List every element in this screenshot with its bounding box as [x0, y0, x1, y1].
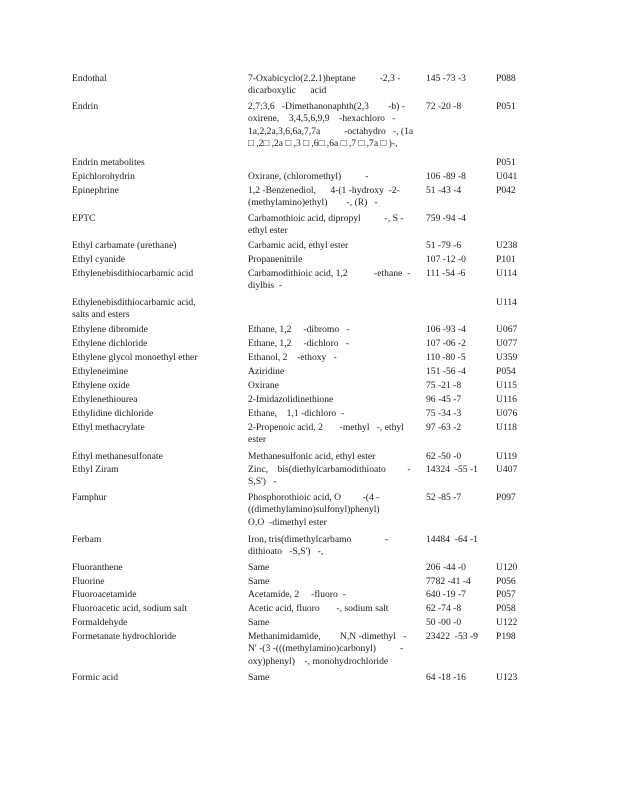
- hazardous-waste-code: P051: [496, 157, 516, 168]
- substance-name: Fluoranthene: [72, 562, 123, 573]
- chemical-abstracts-name: Oxirane: [248, 380, 279, 391]
- cas-number: 51 -79 -6: [426, 240, 462, 251]
- chemical-abstracts-name: Ethane, 1,2 -dichloro -: [248, 338, 349, 349]
- chemical-abstracts-name: Same: [248, 617, 270, 628]
- chemical-abstracts-name: 7-Oxabicyclo(2.2.1)heptane -2,3 - dicarboxylic acid: [248, 73, 401, 97]
- chemical-abstracts-name: Carbamodithioic acid, 1,2 -ethane - diylbis -: [248, 268, 411, 292]
- cas-number: 106 -89 -8: [426, 171, 466, 182]
- substance-name: Ethylene dibromide: [72, 324, 148, 335]
- cas-number: 23422 -53 -9: [426, 631, 478, 642]
- cas-number: 51 -43 -4: [426, 185, 462, 196]
- hazardous-waste-code: U077: [496, 338, 518, 349]
- hazardous-waste-code: P042: [496, 185, 516, 196]
- chemical-abstracts-name: Oxirane, (chloromethyl) -: [248, 171, 369, 182]
- substance-name: Ethylenethiourea: [72, 394, 138, 405]
- chemical-abstracts-name: 2,7:3,6 -Dimethanonaphth(2,3 -b) - oxirene, 3,4,5,6,9,9 -hexachloro - 1a,2,2a,3,6,6a,7,7a -octahydro -, (1a □ ,2□ ,2a □ ,3 □ ,6□ ,6a □ ,7 □ ,7a □ )-,: [248, 101, 414, 149]
- hazardous-waste-code: U119: [496, 451, 517, 462]
- cas-number: 50 -00 -0: [426, 617, 462, 628]
- cas-number: 75 -34 -3: [426, 408, 462, 419]
- hazardous-waste-code: U123: [496, 672, 518, 683]
- chemical-abstracts-name: Iron, tris(dimethylcarbamo - dithioato -S,S') -,: [248, 534, 389, 558]
- substance-name: Fluoroacetic acid, sodium salt: [72, 603, 188, 614]
- substance-name: Formic acid: [72, 672, 119, 683]
- cas-number: 62 -74 -8: [426, 603, 462, 614]
- substance-name: Ethylenebisdithiocarbamic acid: [72, 268, 194, 279]
- chemical-abstracts-name: 2-Imidazolidinethione: [248, 394, 334, 405]
- chemical-abstracts-name: Methanimidamide, N,N -dimethyl - N' -(3 -(((methylamino)carbonyl) - oxy)phenyl) -, monohydrochloride: [248, 631, 407, 667]
- substance-name: EPTC: [72, 213, 96, 224]
- substance-name: Ethylidine dichloride: [72, 408, 154, 419]
- cas-number: 107 -12 -0: [426, 254, 466, 265]
- cas-number: 7782 -41 -4: [426, 576, 471, 587]
- cas-number: 759 -94 -4: [426, 213, 466, 224]
- substance-name: Fluorine: [72, 576, 105, 587]
- cas-number: 145 -73 -3: [426, 73, 466, 84]
- substance-name: Epinephrine: [72, 185, 119, 196]
- hazardous-waste-code: U114: [496, 297, 517, 308]
- hazardous-waste-code: U118: [496, 422, 517, 433]
- cas-number: 64 -18 -16: [426, 672, 466, 683]
- cas-number: 52 -85 -7: [426, 492, 462, 503]
- hazardous-waste-code: U120: [496, 562, 518, 573]
- chemical-abstracts-name: Aziridine: [248, 366, 285, 377]
- substance-name: Ferbam: [72, 534, 102, 545]
- chemical-abstracts-name: Phosphorothioic acid, O -(4 - ((dimethylamino)sulfonyl)phenyl) O,O -dimethyl ester: [248, 492, 380, 528]
- substance-name: Endrin metabolites: [72, 157, 145, 168]
- cas-number: 14324 -55 -1: [426, 464, 478, 475]
- cas-number: 106 -93 -4: [426, 324, 466, 335]
- chemical-abstracts-name: 1,2 -Benzenediol, 4-(1 -hydroxy -2- (methylamino)ethyl) -, (R) -: [248, 185, 400, 209]
- substance-name: Ethylene glycol monoethyl ether: [72, 352, 198, 363]
- hazardous-waste-code: P054: [496, 366, 516, 377]
- chemical-abstracts-name: Carbamic acid, ethyl ester: [248, 240, 349, 251]
- cas-number: 640 -19 -7: [426, 589, 466, 600]
- cas-number: 151 -56 -4: [426, 366, 466, 377]
- hazardous-waste-code: U116: [496, 394, 517, 405]
- substance-name: Ethylenebisdithiocarbamic acid, salts and esters: [72, 297, 196, 321]
- substance-name: Endothal: [72, 73, 107, 84]
- chemical-abstracts-name: Carbamothioic acid, dipropyl -, S - ethyl ester: [248, 213, 404, 237]
- substance-name: Ethylene dichloride: [72, 338, 148, 349]
- chemical-abstracts-name: 2-Propenoic acid, 2 -methyl -, ethyl ester: [248, 422, 404, 446]
- substance-name: Ethyl cyanide: [72, 254, 126, 265]
- chemical-abstracts-name: Propanenitrile: [248, 254, 303, 265]
- substance-name: Formetanate hydrochloride: [72, 631, 177, 642]
- hazardous-waste-code: P058: [496, 603, 516, 614]
- hazardous-waste-code: U407: [496, 464, 518, 475]
- cas-number: 110 -80 -5: [426, 352, 466, 363]
- hazardous-waste-code: U238: [496, 240, 518, 251]
- cas-number: 75 -21 -8: [426, 380, 462, 391]
- hazardous-waste-code: P056: [496, 576, 516, 587]
- substance-name: Ethyl carbamate (urethane): [72, 240, 177, 251]
- chemical-abstracts-name: Ethane, 1,2 -dibromo -: [248, 324, 350, 335]
- hazardous-waste-code: U114: [496, 268, 517, 279]
- substance-name: Ethyleneimine: [72, 366, 128, 377]
- chemical-abstracts-name: Acetic acid, fluoro -, sodium salt: [248, 603, 389, 614]
- hazardous-waste-code: P051: [496, 101, 516, 112]
- hazardous-waste-code: U122: [496, 617, 518, 628]
- cas-number: 97 -63 -2: [426, 422, 462, 433]
- substance-name: Famphur: [72, 492, 107, 503]
- hazardous-waste-code: P097: [496, 492, 516, 503]
- substance-name: Fluoroacetamide: [72, 589, 137, 600]
- chemical-abstracts-name: Zinc, bis(diethylcarbamodithioato - S,S') -: [248, 464, 411, 488]
- substance-name: Ethyl methacrylate: [72, 422, 145, 433]
- substance-name: Ethylene oxide: [72, 380, 130, 391]
- hazardous-waste-code: U359: [496, 352, 518, 363]
- cas-number: 96 -45 -7: [426, 394, 462, 405]
- substance-name: Epichlorohydrin: [72, 171, 135, 182]
- cas-number: 107 -06 -2: [426, 338, 466, 349]
- hazardous-waste-code: U041: [496, 171, 518, 182]
- chemical-abstracts-name: Methanesulfonic acid, ethyl ester: [248, 451, 376, 462]
- substance-name: Formaldehyde: [72, 617, 128, 628]
- chemical-abstracts-name: Ethane, 1,1 -dichloro -: [248, 408, 345, 419]
- substance-name: Ethyl methanesulfonate: [72, 451, 163, 462]
- chemical-abstracts-name: Same: [248, 576, 270, 587]
- hazardous-waste-code: U115: [496, 380, 517, 391]
- hazardous-waste-code: P101: [496, 254, 516, 265]
- chemical-abstracts-name: Same: [248, 672, 270, 683]
- hazardous-waste-code: P057: [496, 589, 516, 600]
- hazardous-waste-code: P198: [496, 631, 516, 642]
- substance-name: Endrin: [72, 101, 99, 112]
- chemical-abstracts-name: Acetamide, 2 -fluoro -: [248, 589, 346, 600]
- chemical-abstracts-name: Ethanol, 2 -ethoxy -: [248, 352, 337, 363]
- substance-name: Ethyl Ziram: [72, 464, 119, 475]
- hazardous-waste-code: U067: [496, 324, 518, 335]
- hazardous-waste-code: U076: [496, 408, 518, 419]
- hazardous-waste-code: P088: [496, 73, 516, 84]
- cas-number: 72 -20 -8: [426, 101, 462, 112]
- cas-number: 111 -54 -6: [426, 268, 466, 279]
- cas-number: 62 -50 -0: [426, 451, 462, 462]
- cas-number: 206 -44 -0: [426, 562, 466, 573]
- cas-number: 14484 -64 -1: [426, 534, 478, 545]
- chemical-abstracts-name: Same: [248, 562, 270, 573]
